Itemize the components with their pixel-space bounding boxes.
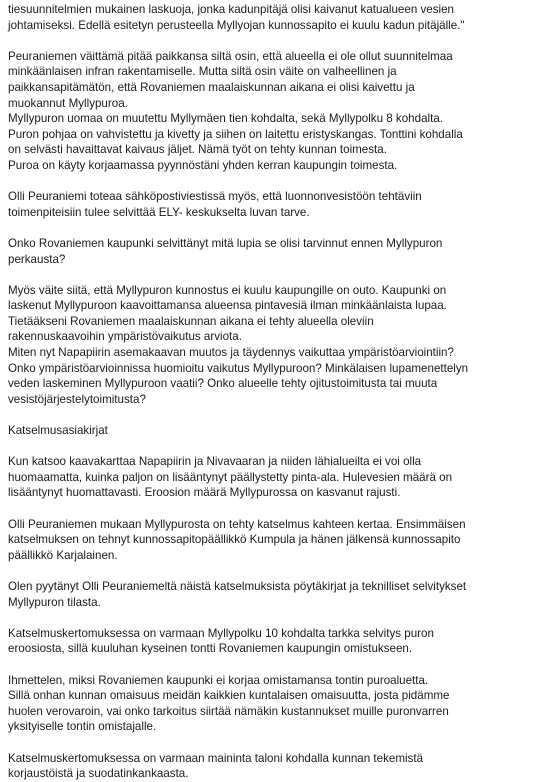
- section-heading-katselmusasiakirjat: Katselmusasiakirjat: [8, 424, 108, 438]
- paragraph-laskuoja: tiesuunnitelmien mukainen laskuoja, jonka kadunpitäjä olisi kaivanut katualueen vesien johtamiseksi. Edellä esitetyn perusteella Myllyojan kunnossapito ei kuulu kadun pitäjälle.": [8, 3, 465, 32]
- paragraph-myllypolku-10: Katselmuskertomuksessa on varmaan Myllypolku 10 kohdalta tarkka selvitys puron eroosiosta, sillä kuuluhan kyseinen tontti Rovaniemen kaupungin omistukseen.: [8, 626, 434, 656]
- paragraph-ihmettely: Ihmettelen, miksi Rovaniemen kaupunki ei korjaa omistamansa tontin puroaluetta. Sillä onhan kunnan omaisuus meidän kaikkien kuntalaisen omaisuutta, josta pidämme huolen verovaroin, vai onko tarkoitus siirtää nämäkin kustannukset muille puronvarren yksityiselle tontin omistajalle.: [8, 673, 450, 734]
- paragraph-lupakysymys: Onko Rovaniemen kaupunki selvittänyt mitä lupia se olisi tarvinnut ennen Myllypuron perkausta?: [8, 236, 443, 266]
- paragraph-kunnostus-vaite: Myös väite siitä, että Myllypuron kunnostus ei kuulu kaupungille on outo. Kaupunki on laskenut Myllypuroon kaavoittamansa alueensa pintavesiä ilman minkäänlaista lupaa. Tietääkseni Rovaniemen maalaiskunnan aikana ei tehty alueella oleviin rakennuskaavoihin ympäristövaikutus arviota. Miten nyt Napapiirin asemakaavan muutos ja täydennys vaikuttaa ympäristöarviointiin? Onko ympäristöarvioinnissa huomioitu vaikutus Myllypuroon? Minkälaisen lupamenettelyn veden laskeminen Myllypuroon vaatii? Onko alueelle tehty ojitustoimitusta tai muuta vesistöjärjestelytoimitusta?: [8, 283, 469, 406]
- paragraph-ely-luvan-tarve: Olli Peuraniemi toteaa sähköpostiviestissä myös, että luonnonvesistöön tehtäviin toimenpiteisiin tulee selvittää ELY- keskukselta luvan tarve.: [8, 190, 422, 219]
- paragraph-kaavakartta: Kun katsoo kaavakarttaa Napapiirin ja Nivavaaran ja niiden lähialueilta ei voi olla huomaamatta, kuinka paljon on lisääntynyt päällystetty pinta-ala. Hulevesien määrä on lisääntynyt huomattavasti. Eroosion määrä Myllypurossa on kasvanut rajusti.: [8, 455, 453, 500]
- paragraph-poytakirjapyynto: Olen pyytänyt Olli Peuraniemeltä näistä katselmuksista pöytäkirjat ja teknilliset selvitykset Myllypuron tilasta.: [8, 579, 467, 609]
- paragraph-peuraniemen-vaite: Peuraniemen väittämä pitää paikkansa siltä osin, että alueella ei ole ollut suunnitelmaa minkäänlaisen infran rakentamiselle. Mutta siltä osin väite on valheellinen ja paikkansapitämätön, että Rovaniemen maalaiskunnan aikana ei olisi kaivettu ja muokannut Myllypuroa. Myllypuron uomaa on muutettu Myllymäen tien kohdalta, sekä Myllypolku 8 kohdalta. Puron pohjaa on vahvistettu ja kivetty ja siihen on laitettu eristyskangas. Tonttini kohdalla on selvästi havaittavat kaivaus jäljet. Nämä työt on tehty kunnan toimesta. Puroa on käyty korjaamassa pyynnöstäni yhden kerran kaupungin toimesta.: [8, 49, 463, 172]
- paragraph-katselmukset: Olli Peuraniemen mukaan Myllypurosta on tehty katselmus kahteen kertaa. Ensimmäisen katselmuksen on tehnyt kunnossapitopäällikkö Kumpula ja hänen jälkensä kunnossapito päällikkö Karjalainen.: [8, 517, 466, 562]
- paragraph-korjaustyot: Katselmuskertomuksessa on varmaan maininta taloni kohdalla kunnan tekemistä korjaustöistä ja suodatinkankaasta.: [8, 751, 424, 781]
